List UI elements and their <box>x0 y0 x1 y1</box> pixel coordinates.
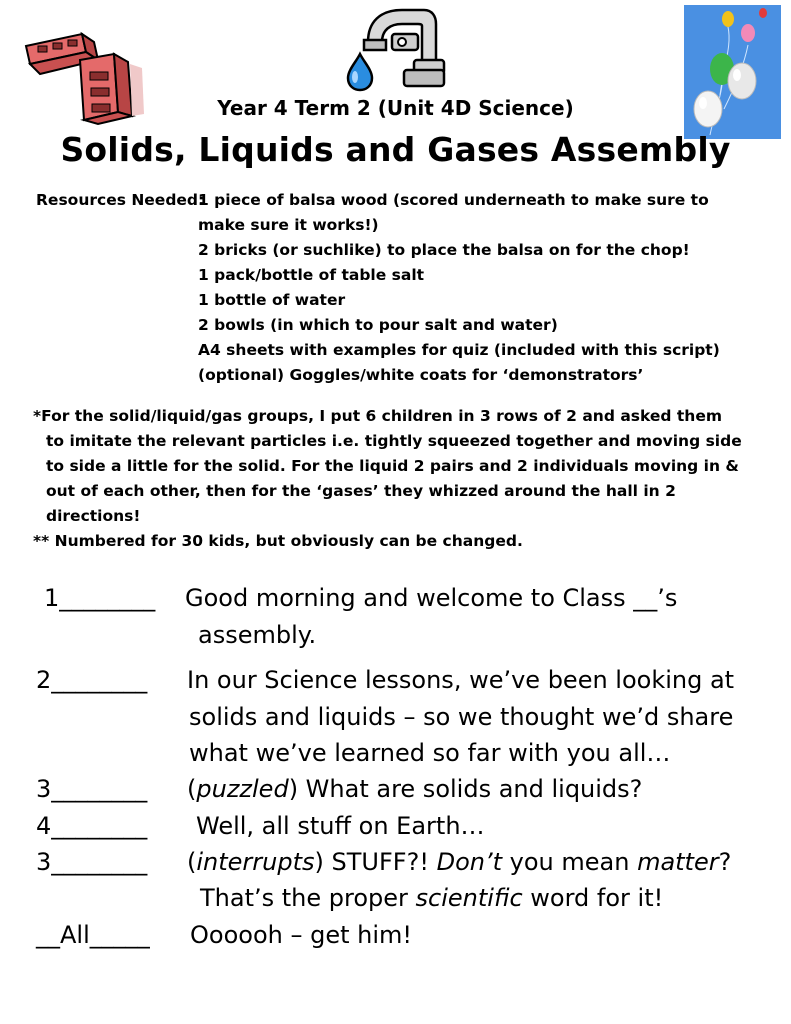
resource-item: 1 piece of balsa wood (scored underneath to make sure to <box>198 191 709 209</box>
script-line: (puzzled) What are solids and liquids? <box>187 775 643 803</box>
note-line: ** Numbered for 30 kids, but obviously can be changed. <box>33 532 523 550</box>
document-subtitle: Year 4 Term 2 (Unit 4D Science) <box>217 96 574 120</box>
script-line: Well, all stuff on Earth… <box>196 812 485 840</box>
resource-item: 1 pack/bottle of table salt <box>198 266 425 284</box>
note-line: to imitate the relevant particles i.e. tightly squeezed together and moving side <box>46 432 742 450</box>
script-line: assembly. <box>198 621 317 649</box>
script-line: Oooooh – get him! <box>190 921 413 949</box>
resource-item: A4 sheets with examples for quiz (included with this script) <box>198 341 720 359</box>
speaker-number: 3________ <box>36 775 148 803</box>
resource-item: 2 bricks (or suchlike) to place the balsa on for the chop! <box>198 241 690 259</box>
organiser-notes <box>33 404 768 554</box>
script-line: (interrupts) STUFF?! Don’t you mean matter? <box>187 848 732 876</box>
script-line: Good morning and welcome to Class __’s <box>185 584 678 612</box>
script-line: In our Science lessons, we’ve been looking at <box>187 666 735 694</box>
resource-item: 2 bowls (in which to pour salt and water) <box>198 316 558 334</box>
dripping-tap-icon <box>340 4 450 92</box>
resource-item: (optional) Goggles/white coats for ‘demonstrators’ <box>198 366 644 384</box>
resources-label: Resources Needed: <box>36 191 205 209</box>
resource-item: 1 bottle of water <box>198 291 346 309</box>
script-line: solids and liquids – so we thought we’d share <box>189 703 734 731</box>
note-line: to side a little for the solid. For the liquid 2 pairs and 2 individuals moving in & <box>46 457 739 475</box>
note-line: out of each other, then for the ‘gases’ they whizzed around the hall in 2 <box>46 482 676 500</box>
script-line: That’s the proper scientific word for it! <box>200 884 664 912</box>
document-title: Solids, Liquids and Gases Assembly <box>60 130 731 169</box>
speaker-all: __All_____ <box>36 921 150 949</box>
speaker-number: 3________ <box>36 848 148 876</box>
script-line: what we’ve learned so far with you all… <box>189 739 671 767</box>
note-line: *For the solid/liquid/gas groups, I put 6 children in 3 rows of 2 and asked them <box>33 407 723 425</box>
note-line: directions! <box>46 507 141 525</box>
speaker-number: 4________ <box>36 812 148 840</box>
speaker-number: 1________ <box>44 584 156 612</box>
resource-item: make sure it works!) <box>198 216 379 234</box>
speaker-number: 2________ <box>36 666 148 694</box>
resources-list <box>198 188 758 388</box>
